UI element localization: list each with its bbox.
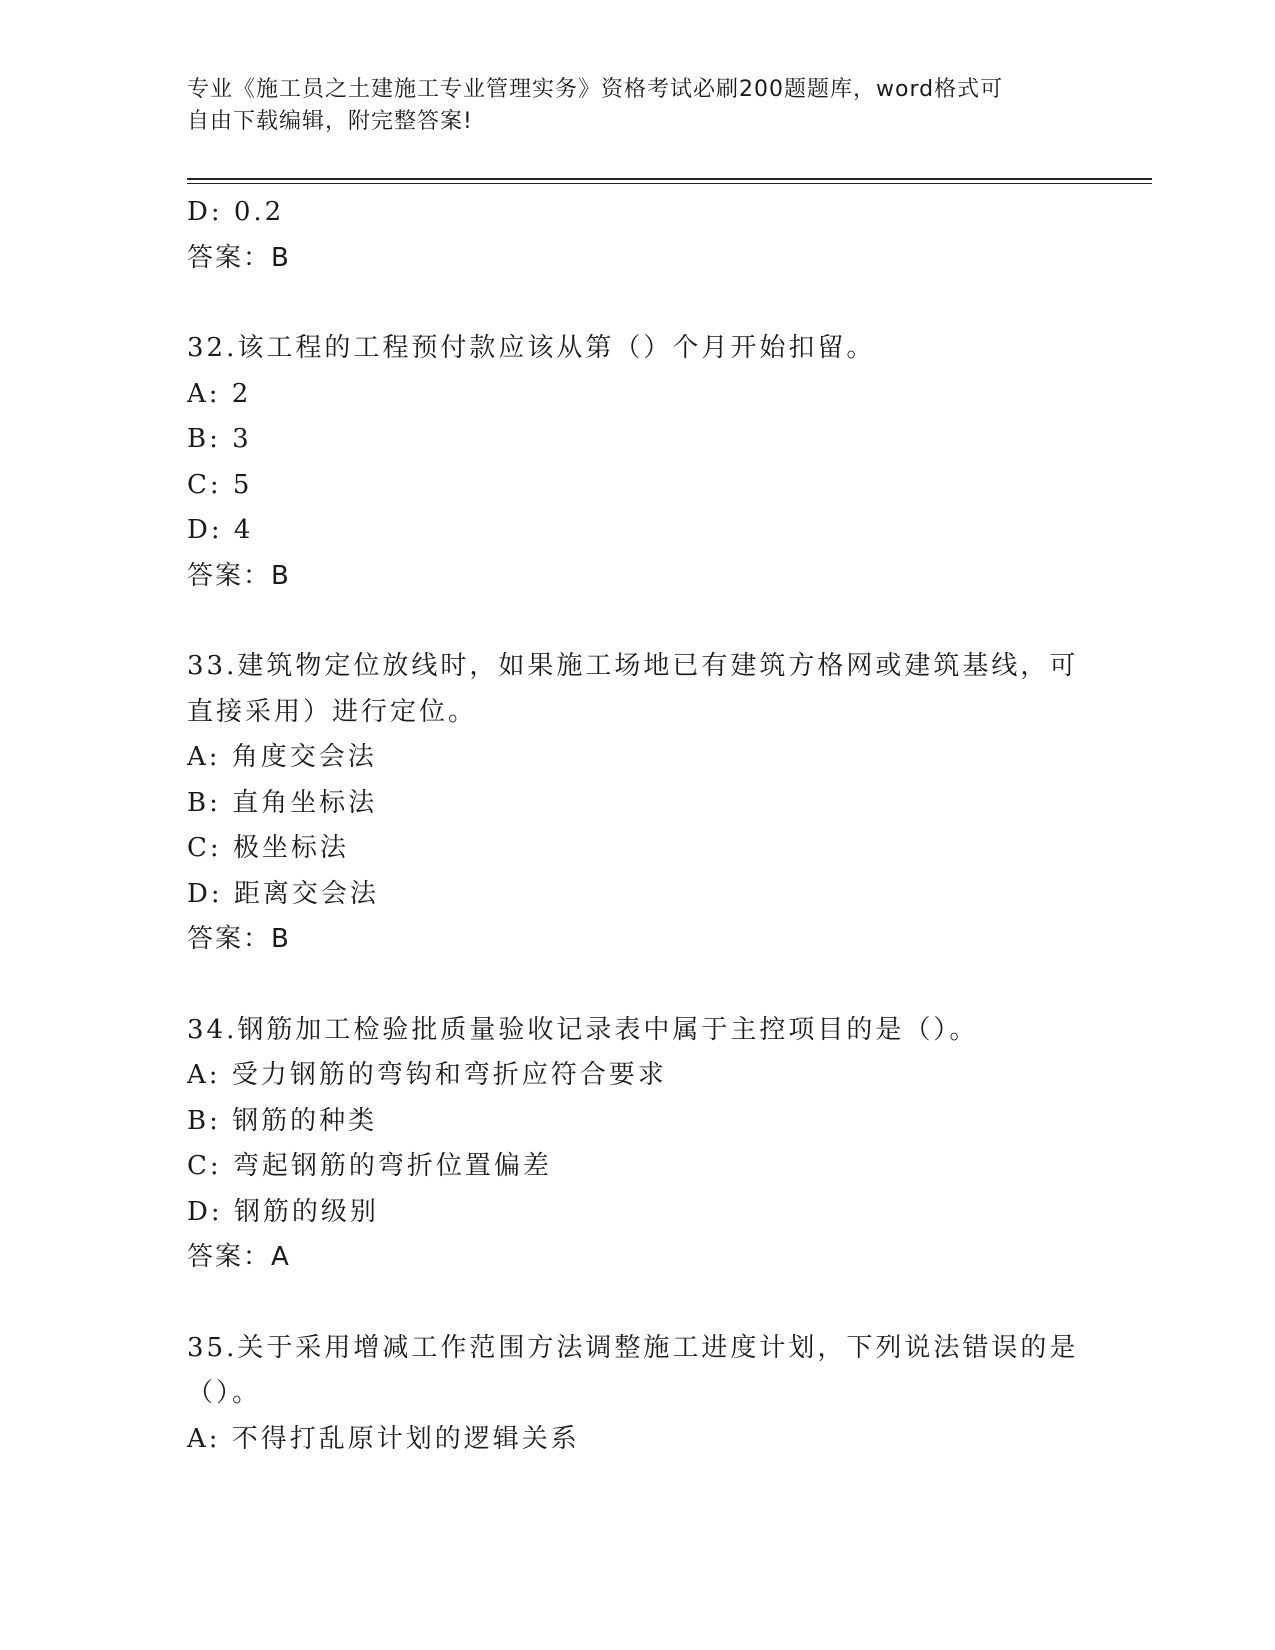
question-text-line-1: 33.建筑物定位放线时，如果施工场地已有建筑方格网或建筑基线，可 — [187, 651, 1079, 681]
option-b: B: 直角坐标法 — [187, 787, 378, 818]
option-b: B: 3 — [187, 424, 252, 454]
option-c: C: 5 — [187, 469, 253, 500]
question-text-line-2: 直接采用）进行定位。 — [187, 696, 478, 727]
option-d: D: 0.2 — [187, 197, 285, 227]
option-a: A: 角度交会法 — [187, 742, 377, 772]
question-33 — [187, 644, 1087, 963]
page-header — [187, 74, 1067, 138]
answer: 答案：B — [187, 242, 291, 273]
answer: 答案：B — [187, 560, 291, 591]
question-text-line-2: （）。 — [187, 1378, 262, 1408]
header-line-2: 自由下载编辑，附完整答案! — [187, 109, 473, 134]
answer: 答案：B — [187, 924, 291, 954]
option-d: D: 钢筋的级别 — [187, 1196, 379, 1227]
question-text-line-1: 35.关于采用增减工作范围方法调整施工进度计划，下列说法错误的是 — [187, 1332, 1079, 1363]
question-text: 34.钢筋加工检验批质量验收记录表中属于主控项目的是（）。 — [187, 1014, 979, 1045]
question-31-tail — [187, 190, 1087, 281]
option-a: A: 不得打乱原计划的逻辑关系 — [187, 1423, 580, 1454]
option-d: D: 4 — [187, 515, 254, 545]
option-b: B: 钢筋的种类 — [187, 1105, 378, 1136]
header-line-1: 专业《施工员之土建施工专业管理实务》资格考试必刷200题题库，word格式可 — [187, 77, 1004, 102]
header-divider — [187, 178, 1152, 180]
option-c: C: 极坐标法 — [187, 833, 349, 863]
question-34 — [187, 1008, 1087, 1281]
header-divider-thin — [187, 183, 1152, 184]
option-d: D: 距离交会法 — [187, 878, 379, 909]
answer: 答案：A — [187, 1242, 291, 1272]
question-35 — [187, 1326, 1087, 1463]
question-text: 32.该工程的工程预付款应该从第（）个月开始扣留。 — [187, 333, 876, 363]
option-a: A: 2 — [187, 378, 252, 409]
option-a: A: 受力钢筋的弯钩和弯折应符合要求 — [187, 1060, 667, 1090]
question-list — [187, 190, 1087, 1462]
question-32 — [187, 326, 1087, 599]
option-c: C: 弯起钢筋的弯折位置偏差 — [187, 1151, 552, 1181]
